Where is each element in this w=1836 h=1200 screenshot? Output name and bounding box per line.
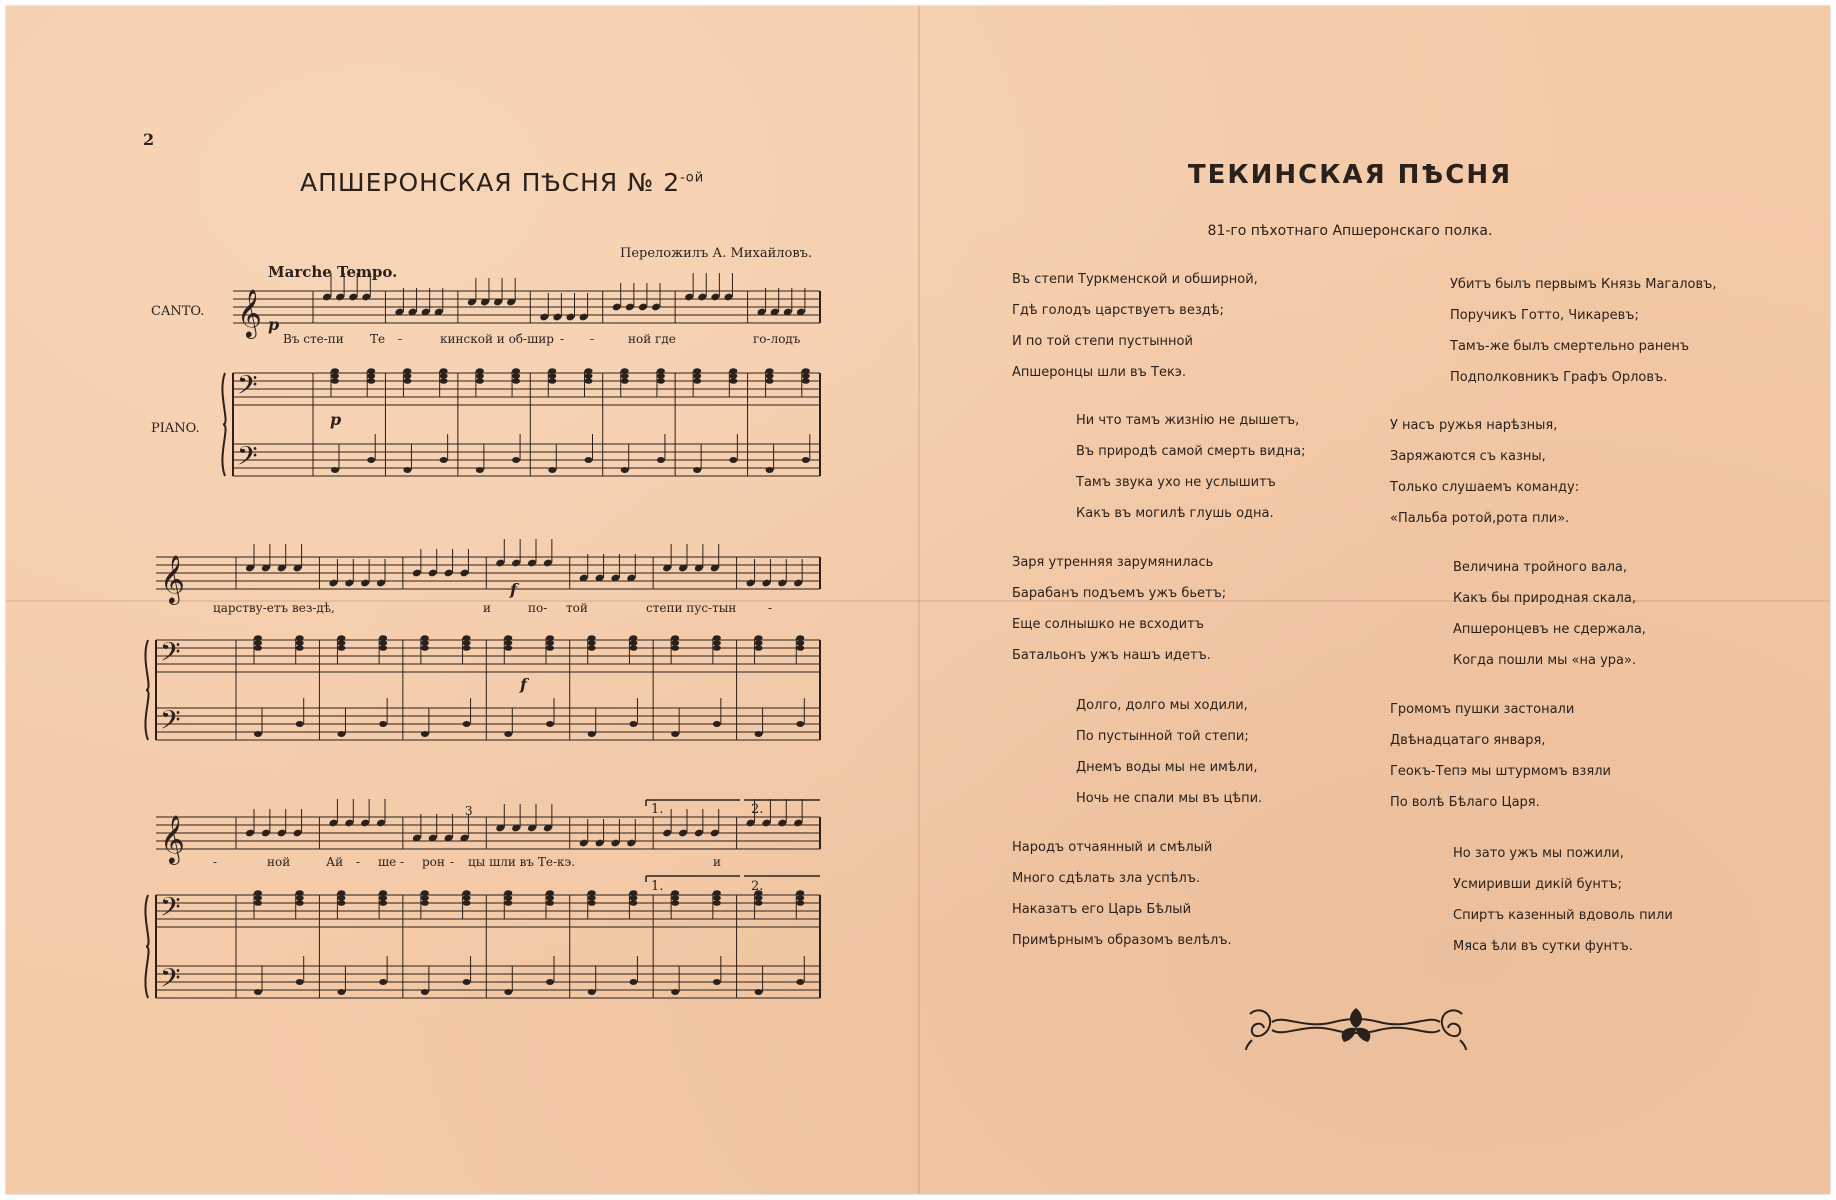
system-2-treble-chord bbox=[296, 640, 304, 646]
verse-line: И по той степи пустынной bbox=[1012, 334, 1193, 349]
lyric: - bbox=[398, 332, 403, 346]
system-2-bass-note bbox=[796, 721, 804, 727]
stanza-3 bbox=[1012, 547, 1226, 671]
verse-line: Днемъ воды мы не имѣли, bbox=[1076, 760, 1258, 775]
system-2-treble-chord bbox=[629, 640, 637, 646]
lyric: царству-етъ вез-дѣ, bbox=[213, 601, 335, 615]
stanza-7 bbox=[1390, 410, 1579, 534]
system-2-treble-chord bbox=[337, 645, 345, 651]
lyric: - bbox=[400, 855, 405, 869]
verse-line: Только слушаемъ команду: bbox=[1390, 480, 1580, 495]
system-1-treble-chord bbox=[766, 373, 774, 379]
system-3-treble-chord bbox=[546, 895, 554, 901]
lyric: кинской и об-шир bbox=[440, 332, 554, 346]
system-3-treble-chord bbox=[796, 895, 804, 901]
verse-line: Геокъ-Тепэ мы штурмомъ взяли bbox=[1390, 764, 1611, 779]
system-1-brace bbox=[222, 373, 225, 476]
system-2-bass-note bbox=[337, 731, 345, 737]
lyrics-system-2 bbox=[213, 601, 772, 615]
system-1-treble-chord bbox=[693, 373, 701, 379]
system-1-treble-chord bbox=[476, 373, 484, 379]
system-2-treble-chord bbox=[337, 640, 345, 646]
system-2-treble-chord bbox=[463, 645, 471, 651]
system-2-treble-chord bbox=[629, 645, 637, 651]
page-number: 2 bbox=[143, 130, 155, 149]
tempo-marking: Marche Tempo. bbox=[268, 263, 398, 281]
lyric: го-лодъ bbox=[753, 332, 801, 346]
system-2-bass-note bbox=[379, 721, 387, 727]
stanza-6 bbox=[1450, 269, 1716, 393]
lyric: - bbox=[356, 855, 361, 869]
system-3-treble-chord bbox=[713, 895, 721, 901]
verse-line: По пустынной той степи; bbox=[1076, 729, 1249, 744]
system-1-treble-chord bbox=[331, 373, 339, 379]
volta-bracket-piano bbox=[646, 876, 820, 882]
system-2-bass-note bbox=[254, 731, 262, 737]
verse-line: Спиртъ казенный вдоволь пили bbox=[1453, 908, 1673, 923]
lyric: рон bbox=[422, 855, 445, 869]
verse-line: Когда пошли мы «на ура». bbox=[1453, 653, 1637, 668]
lyric: - bbox=[450, 855, 455, 869]
system-1-bass-note bbox=[621, 467, 629, 473]
system-3-treble-chord bbox=[463, 895, 471, 901]
system-3-treble-chord bbox=[421, 900, 429, 906]
system-1-treble-clef-icon: 𝄞 bbox=[237, 288, 262, 337]
system-1-treble-chord bbox=[331, 368, 339, 374]
system-1-treble-chord bbox=[512, 378, 520, 384]
verse-line: Наказатъ его Царь Бѣлый bbox=[1012, 902, 1192, 917]
system-1-treble-chord bbox=[693, 378, 701, 384]
system-1-bass-note bbox=[657, 457, 665, 463]
system-1-treble-chord bbox=[548, 373, 556, 379]
verse-line: Еще солнышко не всходитъ bbox=[1012, 617, 1204, 632]
system-3-bass-note bbox=[463, 979, 471, 985]
stanza-10 bbox=[1453, 838, 1673, 962]
dynamic-f-piano: f bbox=[520, 675, 527, 694]
lyric: и bbox=[713, 855, 721, 869]
system-1-bass-note bbox=[729, 457, 737, 463]
system-2-bass-note bbox=[588, 731, 596, 737]
system-1-treble-chord bbox=[476, 378, 484, 384]
system-3-treble-chord bbox=[588, 890, 596, 896]
system-3-treble-chord bbox=[337, 900, 345, 906]
system-2-treble-chord bbox=[379, 645, 387, 651]
lyric: степи пус-тын bbox=[646, 601, 737, 615]
volta-1-voice: 1. bbox=[651, 802, 664, 817]
system-2-bass-note bbox=[671, 731, 679, 737]
verse-line: Народъ отчаянный и смѣлый bbox=[1012, 840, 1213, 855]
system-2-treble-chord bbox=[755, 640, 763, 646]
system-2-treble-chord bbox=[254, 645, 262, 651]
system-3-brace bbox=[145, 895, 148, 998]
lyric: - bbox=[768, 601, 773, 615]
system-2-treble-chord bbox=[796, 635, 804, 641]
verse-line: Гдѣ голодъ царствуетъ вездѣ; bbox=[1012, 303, 1224, 318]
lyric: ной где bbox=[628, 332, 676, 346]
system-1-treble-chord bbox=[548, 378, 556, 384]
system-3-bass-note bbox=[755, 989, 763, 995]
system-3-treble-chord bbox=[504, 900, 512, 906]
system-2-treble-chord bbox=[588, 635, 596, 641]
system-3-bass-note bbox=[421, 989, 429, 995]
system-2-treble-chord bbox=[546, 640, 554, 646]
lyric: - bbox=[560, 332, 565, 346]
verse-line: Двѣнадцатаго января, bbox=[1390, 733, 1546, 748]
system-2-treble-chord bbox=[421, 635, 429, 641]
system-2-treble-chord bbox=[296, 635, 304, 641]
verse-line: Поручикъ Готто, Чикаревъ; bbox=[1450, 308, 1639, 323]
system-1-treble-chord bbox=[621, 378, 629, 384]
system-2-treble-chord bbox=[421, 640, 429, 646]
system-3-treble-chord bbox=[796, 890, 804, 896]
system-3-treble-chord bbox=[337, 895, 345, 901]
system-2-treble-chord bbox=[671, 635, 679, 641]
verse-line: Какъ бы природная скала, bbox=[1453, 591, 1636, 606]
verse-line: Ночь не спали мы въ цѣпи. bbox=[1076, 791, 1263, 806]
system-1-treble-chord bbox=[802, 373, 810, 379]
system-3-treble-chord bbox=[463, 890, 471, 896]
system-3-treble-chord bbox=[629, 895, 637, 901]
system-2-treble-chord bbox=[254, 635, 262, 641]
system-3-bass-note bbox=[588, 989, 596, 995]
verse-line: Ни что тамъ жизнію не дышетъ, bbox=[1076, 413, 1300, 428]
system-1-bass-note bbox=[440, 457, 448, 463]
stanza-5 bbox=[1012, 832, 1232, 956]
volta-2-piano: 2. bbox=[751, 879, 764, 894]
system-2-treble-chord bbox=[629, 635, 637, 641]
system-1-treble-chord bbox=[693, 368, 701, 374]
system-3-bass-note bbox=[296, 979, 304, 985]
system-2-bass-note bbox=[463, 721, 471, 727]
verse-line: Заря утренняя зарумянилась bbox=[1012, 555, 1214, 570]
lyric: Въ сте-пи bbox=[283, 332, 344, 346]
system-1-treble-chord bbox=[512, 373, 520, 379]
system-2-treble-chord bbox=[463, 635, 471, 641]
system-1-bass-note bbox=[766, 467, 774, 473]
system-3-bass-note bbox=[671, 989, 679, 995]
system-1-treble-chord bbox=[585, 368, 593, 374]
system-2-treble-chord bbox=[379, 635, 387, 641]
verse-line: Мяса ѣли въ сутки фунтъ. bbox=[1453, 939, 1633, 954]
system-3-treble-chord bbox=[713, 890, 721, 896]
dynamic-p-canto: p bbox=[268, 315, 280, 334]
system-1-treble-chord bbox=[585, 373, 593, 379]
system-1-treble-chord bbox=[331, 378, 339, 384]
system-3-treble-chord bbox=[504, 895, 512, 901]
verse-line: Барабанъ подъемъ ужъ бьетъ; bbox=[1012, 586, 1227, 601]
stanza-8 bbox=[1453, 552, 1646, 676]
system-3-treble-chord bbox=[671, 900, 679, 906]
lyric: - bbox=[590, 332, 595, 346]
lyric: ше bbox=[378, 855, 397, 869]
system-1-bass-note bbox=[403, 467, 411, 473]
system-3-treble-chord bbox=[296, 895, 304, 901]
system-1-bass-clef-icon: 𝄢 bbox=[237, 369, 258, 407]
stanza-9 bbox=[1390, 694, 1611, 818]
lyric: Те bbox=[370, 332, 386, 346]
verse-line: Тамъ звука ухо не услышитъ bbox=[1076, 475, 1276, 490]
verse-line: Какъ въ могилѣ глушь одна. bbox=[1076, 506, 1274, 521]
system-3-treble-chord bbox=[546, 900, 554, 906]
system-2-brace bbox=[145, 640, 148, 740]
system-1-treble-chord bbox=[729, 368, 737, 374]
verse-line: «Пальба ротой,рота пли». bbox=[1390, 511, 1570, 526]
system-3-treble-chord bbox=[755, 900, 763, 906]
dynamic-f-canto: f bbox=[510, 580, 517, 599]
system-2-bass-note bbox=[296, 721, 304, 727]
verse-line: Заряжаются съ казны, bbox=[1390, 449, 1546, 464]
system-1-bass-note bbox=[512, 457, 520, 463]
system-1-treble-chord bbox=[440, 368, 448, 374]
system-3-treble-chord bbox=[254, 895, 262, 901]
system-3-treble-chord bbox=[254, 890, 262, 896]
system-3-bass-clef-icon: 𝄢 bbox=[160, 962, 181, 1000]
system-3-treble-chord bbox=[671, 895, 679, 901]
system-2-treble-chord bbox=[421, 645, 429, 651]
system-2-treble-chord bbox=[796, 645, 804, 651]
lyric: ной bbox=[267, 855, 291, 869]
system-3-bass-note bbox=[254, 989, 262, 995]
system-3-treble-chord bbox=[379, 895, 387, 901]
system-3-treble-chord bbox=[379, 890, 387, 896]
verse-line: Но зато ужъ мы пожили, bbox=[1453, 846, 1624, 861]
verse-line: Апшеронцы шли въ Текэ. bbox=[1012, 365, 1187, 380]
system-1-bass-note bbox=[367, 457, 375, 463]
system-3-treble-clef-icon: 𝄞 bbox=[160, 814, 185, 863]
system-1-treble-chord bbox=[766, 368, 774, 374]
system-1-treble-chord bbox=[403, 373, 411, 379]
system-1-bass-note bbox=[476, 467, 484, 473]
volta-bracket-voice bbox=[646, 800, 820, 806]
system-1-treble-chord bbox=[729, 373, 737, 379]
system-3-treble-chord bbox=[296, 890, 304, 896]
system-2-bass-note bbox=[546, 721, 554, 727]
system-3-treble-chord bbox=[588, 900, 596, 906]
system-3-bass-note bbox=[504, 989, 512, 995]
system-3-treble-chord bbox=[629, 890, 637, 896]
system-2-treble-chord bbox=[713, 635, 721, 641]
system-1-bass-note bbox=[548, 467, 556, 473]
system-2-treble-chord bbox=[588, 640, 596, 646]
left-title-text: АПШЕРОНСКАЯ ПѢСНЯ № 2 bbox=[300, 168, 681, 197]
system-2-treble-chord bbox=[588, 645, 596, 651]
system-2-treble-chord bbox=[671, 645, 679, 651]
canto-label: CANTO. bbox=[151, 304, 205, 319]
system-1-treble-chord bbox=[657, 368, 665, 374]
system-1-treble-chord bbox=[802, 378, 810, 384]
system-3-bass-note bbox=[629, 979, 637, 985]
system-3-treble-chord bbox=[796, 900, 804, 906]
system-1-treble-chord bbox=[621, 368, 629, 374]
dynamic-p-piano: p bbox=[330, 410, 342, 429]
system-3-treble-chord bbox=[337, 890, 345, 896]
verse-line: Долго, долго мы ходили, bbox=[1076, 698, 1248, 713]
system-1-treble-chord bbox=[585, 378, 593, 384]
lyrics-system-1 bbox=[283, 332, 801, 346]
verse-line: Примѣрнымъ образомъ велѣлъ. bbox=[1012, 933, 1232, 948]
piano-label: PIANO. bbox=[151, 421, 200, 436]
system-2-treble-chord bbox=[337, 635, 345, 641]
verse-line: Батальонъ ужъ нашъ идетъ. bbox=[1012, 648, 1211, 663]
system-3-bass-clef-icon: 𝄢 bbox=[160, 891, 181, 929]
triplet-mark: 3 bbox=[465, 804, 473, 818]
verse-line: Тамъ-же былъ смертельно раненъ bbox=[1450, 339, 1690, 354]
system-1-bass-clef-icon: 𝄢 bbox=[237, 440, 258, 478]
arranger-credit: Переложилъ А. Михайловъ. bbox=[620, 246, 813, 261]
volta-1-piano: 1. bbox=[651, 879, 664, 894]
lyric: по- bbox=[528, 601, 548, 615]
verse-line: Много сдѣлать зла успѣлъ. bbox=[1012, 871, 1201, 886]
system-2-treble-chord bbox=[713, 645, 721, 651]
system-2-treble-chord bbox=[713, 640, 721, 646]
system-3-treble-chord bbox=[254, 900, 262, 906]
system-1-treble-chord bbox=[367, 378, 375, 384]
system-2-treble-chord bbox=[379, 640, 387, 646]
verse-line: У насъ ружья нарѣзныя, bbox=[1390, 418, 1558, 433]
system-1-treble-chord bbox=[403, 378, 411, 384]
system-2-treble-chord bbox=[504, 635, 512, 641]
system-2-bass-note bbox=[504, 731, 512, 737]
stanza-4 bbox=[1076, 690, 1262, 814]
lyric: цы шли въ Те-кэ. bbox=[468, 855, 576, 869]
system-1-treble-chord bbox=[729, 378, 737, 384]
system-2-treble-clef-icon: 𝄞 bbox=[160, 554, 185, 603]
system-2-treble-chord bbox=[546, 645, 554, 651]
system-2-bass-clef-icon: 𝄢 bbox=[160, 704, 181, 742]
system-1-treble-chord bbox=[440, 378, 448, 384]
system-1-treble-chord bbox=[403, 368, 411, 374]
system-3-treble-chord bbox=[713, 900, 721, 906]
verse-line: Въ степи Туркменской и обширной, bbox=[1012, 272, 1258, 287]
stanza-1 bbox=[1012, 264, 1258, 388]
right-page-subtitle: 81-го пѣхотнаго Апшеронскаго полка. bbox=[1207, 223, 1493, 239]
system-1-treble-chord bbox=[440, 373, 448, 379]
system-2-treble-chord bbox=[254, 640, 262, 646]
system-3-treble-chord bbox=[421, 890, 429, 896]
system-3-treble-chord bbox=[379, 900, 387, 906]
system-3-bass-note bbox=[796, 979, 804, 985]
system-3-treble-chord bbox=[296, 900, 304, 906]
system-2-bass-note bbox=[629, 721, 637, 727]
system-3-treble-chord bbox=[421, 895, 429, 901]
system-1-bass-note bbox=[693, 467, 701, 473]
verse-line: Громомъ пушки застонали bbox=[1390, 702, 1575, 717]
lyric: той bbox=[566, 601, 588, 615]
verse-line: Усмиривши дикій бунтъ; bbox=[1453, 877, 1622, 892]
system-3-treble-chord bbox=[504, 890, 512, 896]
system-3-treble-chord bbox=[588, 895, 596, 901]
system-2-bass-clef-icon: 𝄢 bbox=[160, 636, 181, 674]
system-1-treble-chord bbox=[367, 368, 375, 374]
system-2-treble-chord bbox=[504, 640, 512, 646]
system-2-treble-chord bbox=[671, 640, 679, 646]
system-2-treble-chord bbox=[796, 640, 804, 646]
system-2-treble-chord bbox=[463, 640, 471, 646]
system-1-treble-chord bbox=[367, 373, 375, 379]
system-1-treble-chord bbox=[621, 373, 629, 379]
system-3-bass-note bbox=[713, 979, 721, 985]
system-2-treble-chord bbox=[504, 645, 512, 651]
system-3-treble-chord bbox=[671, 890, 679, 896]
verse-line: Убитъ былъ первымъ Князь Магаловъ, bbox=[1450, 277, 1717, 292]
system-2-treble-chord bbox=[546, 635, 554, 641]
system-1-treble-chord bbox=[548, 368, 556, 374]
floral-ornament-icon bbox=[1244, 1000, 1468, 1050]
system-3-treble-chord bbox=[463, 900, 471, 906]
verse-line: Апшеронцевъ не сдержала, bbox=[1453, 622, 1646, 637]
system-1-treble-chord bbox=[476, 368, 484, 374]
system-1-treble-chord bbox=[657, 373, 665, 379]
lyric: - bbox=[213, 855, 218, 869]
system-1-treble-chord bbox=[802, 368, 810, 374]
system-1-bass-note bbox=[331, 467, 339, 473]
system-1-treble-chord bbox=[766, 378, 774, 384]
score-systems bbox=[145, 273, 820, 1000]
verse-line: По волѣ Бѣлаго Царя. bbox=[1390, 795, 1540, 810]
right-page-title: ТЕКИНСКАЯ ПѢСНЯ bbox=[1187, 160, 1513, 190]
system-1-treble-chord bbox=[512, 368, 520, 374]
system-2-bass-note bbox=[713, 721, 721, 727]
system-3-treble-chord bbox=[546, 890, 554, 896]
system-3-bass-note bbox=[379, 979, 387, 985]
system-1-bass-note bbox=[802, 457, 810, 463]
verse-line: Величина тройного вала, bbox=[1453, 560, 1628, 575]
lyric: и bbox=[483, 601, 491, 615]
system-3-bass-note bbox=[337, 989, 345, 995]
system-2-treble-chord bbox=[755, 645, 763, 651]
system-2-bass-note bbox=[755, 731, 763, 737]
lyrics-system-3 bbox=[213, 855, 721, 869]
system-1-treble-chord bbox=[657, 378, 665, 384]
system-3-treble-chord bbox=[629, 900, 637, 906]
system-1-bass-note bbox=[585, 457, 593, 463]
system-3-treble-chord bbox=[755, 895, 763, 901]
lyric: Ай bbox=[326, 855, 344, 869]
system-3-bass-note bbox=[546, 979, 554, 985]
system-2-treble-chord bbox=[755, 635, 763, 641]
stanza-2 bbox=[1076, 405, 1305, 529]
system-2-treble-chord bbox=[296, 645, 304, 651]
system-2-bass-note bbox=[421, 731, 429, 737]
verse-line: Въ природѣ самой смерть видна; bbox=[1076, 444, 1306, 459]
left-title-suffix: -ой bbox=[680, 170, 705, 186]
volta-2-voice: 2. bbox=[751, 802, 764, 817]
verse-line: Подполковникъ Графъ Орловъ. bbox=[1450, 370, 1668, 385]
